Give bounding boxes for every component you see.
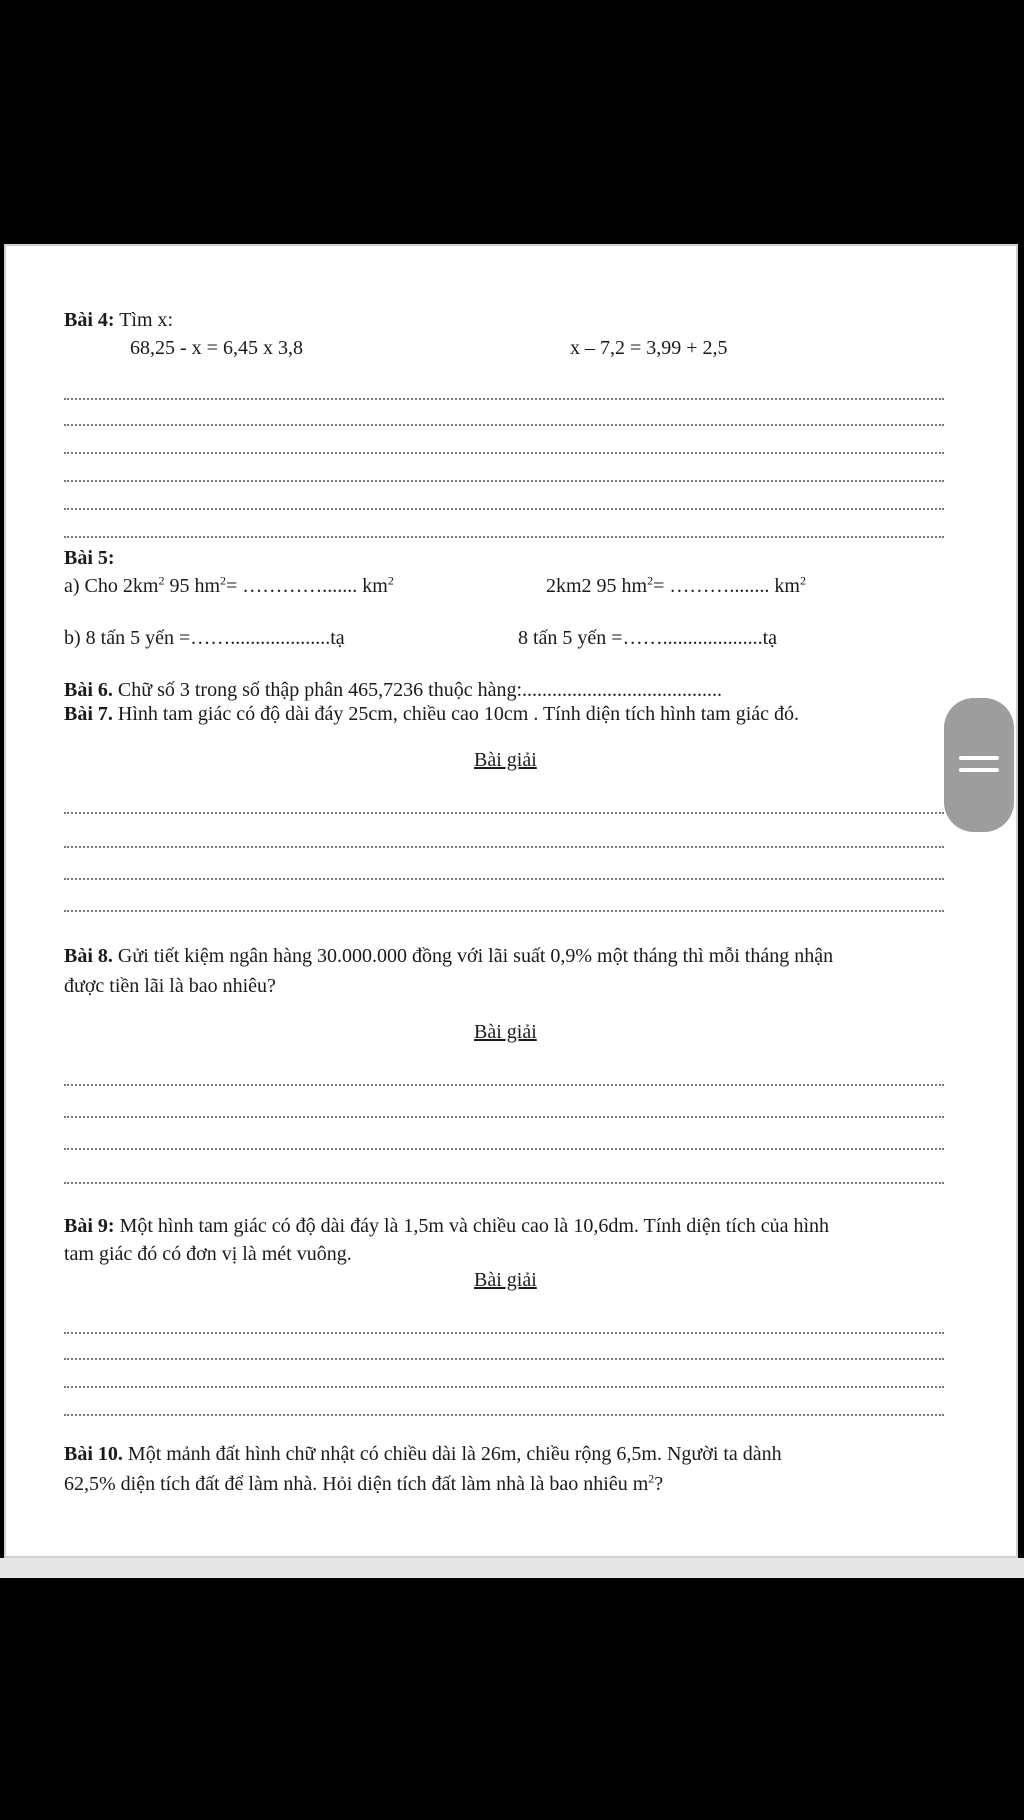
grip-icon (959, 768, 999, 772)
bai4-heading: Bài 4: Tìm x: (64, 309, 174, 331)
answer-line (64, 1386, 944, 1388)
bai6-line: Bài 6. Chữ số 3 trong số thập phân 465,7236 thuộc hàng:........................................ (64, 679, 723, 701)
answer-line (64, 846, 944, 848)
worksheet-page (4, 244, 1018, 1558)
bai9-line-2: tam giác đó có đơn vị là mét vuông. (64, 1243, 352, 1265)
answer-line (64, 398, 944, 400)
answer-line (64, 1358, 944, 1360)
bai8-solution-heading: Bài giải (474, 1021, 537, 1043)
answer-line (64, 910, 944, 912)
bai5-a-right: 2km2 95 $hm^2=$ ………........ $km^2$ (546, 573, 806, 597)
bai10-line-1: Bài 10. Một mảnh đất hình chữ nhật có chiều dài là 26m, chiều rộng 6,5m. Người ta dành (64, 1443, 782, 1465)
answer-line (64, 480, 944, 482)
bai5-a-left: a) Cho $2km^2$ 95 $hm^2=$ …………....... $km^2$ (64, 573, 394, 597)
bai5-heading: Bài 5: (64, 547, 115, 569)
bai10-line-2: 62,5% diện tích đất để làm nhà. Hỏi diện tích đất làm nhà là bao nhiêu $m^2$? (64, 1471, 664, 1495)
bai7-line: Bài 7. Hình tam giác có độ dài đáy 25cm, chiều cao 10cm . Tính diện tích hình tam giác đó. (64, 703, 800, 725)
bai9-line-1: Bài 9: Một hình tam giác có độ dài đáy là 1,5m và chiều cao là 10,6dm. Tính diện tích của hình (64, 1215, 830, 1237)
answer-line (64, 1414, 944, 1416)
answer-line (64, 878, 944, 880)
answer-line (64, 1084, 944, 1086)
page-bottom-edge (0, 1558, 1024, 1578)
bai4-equation-2: x – 7,2 = 3,99 + 2,5 (570, 337, 728, 359)
answer-line (64, 536, 944, 538)
scroll-handle[interactable] (944, 698, 1014, 832)
bai7-solution-heading: Bài giải (474, 749, 537, 771)
answer-line (64, 508, 944, 510)
bai8-line-1: Bài 8. Gửi tiết kiệm ngân hàng 30.000.000 đồng với lãi suất 0,9% một tháng thì mỗi tháng nhận (64, 945, 834, 967)
bai8-line-2: được tiền lãi là bao nhiêu? (64, 975, 276, 997)
bai5-b-right: 8 tấn 5 yến =……....................tạ (518, 627, 778, 649)
answer-line (64, 1148, 944, 1150)
answer-line (64, 1116, 944, 1118)
bai4-equation-1: 68,25 - x = 6,45 x 3,8 (130, 337, 303, 359)
answer-line (64, 1182, 944, 1184)
answer-line (64, 452, 944, 454)
answer-line (64, 424, 944, 426)
answer-line (64, 812, 944, 814)
bai5-b-left: b) 8 tấn 5 yến =……....................tạ (64, 627, 345, 649)
answer-line (64, 1332, 944, 1334)
bai9-solution-heading: Bài giải (474, 1269, 537, 1291)
grip-icon (959, 756, 999, 760)
